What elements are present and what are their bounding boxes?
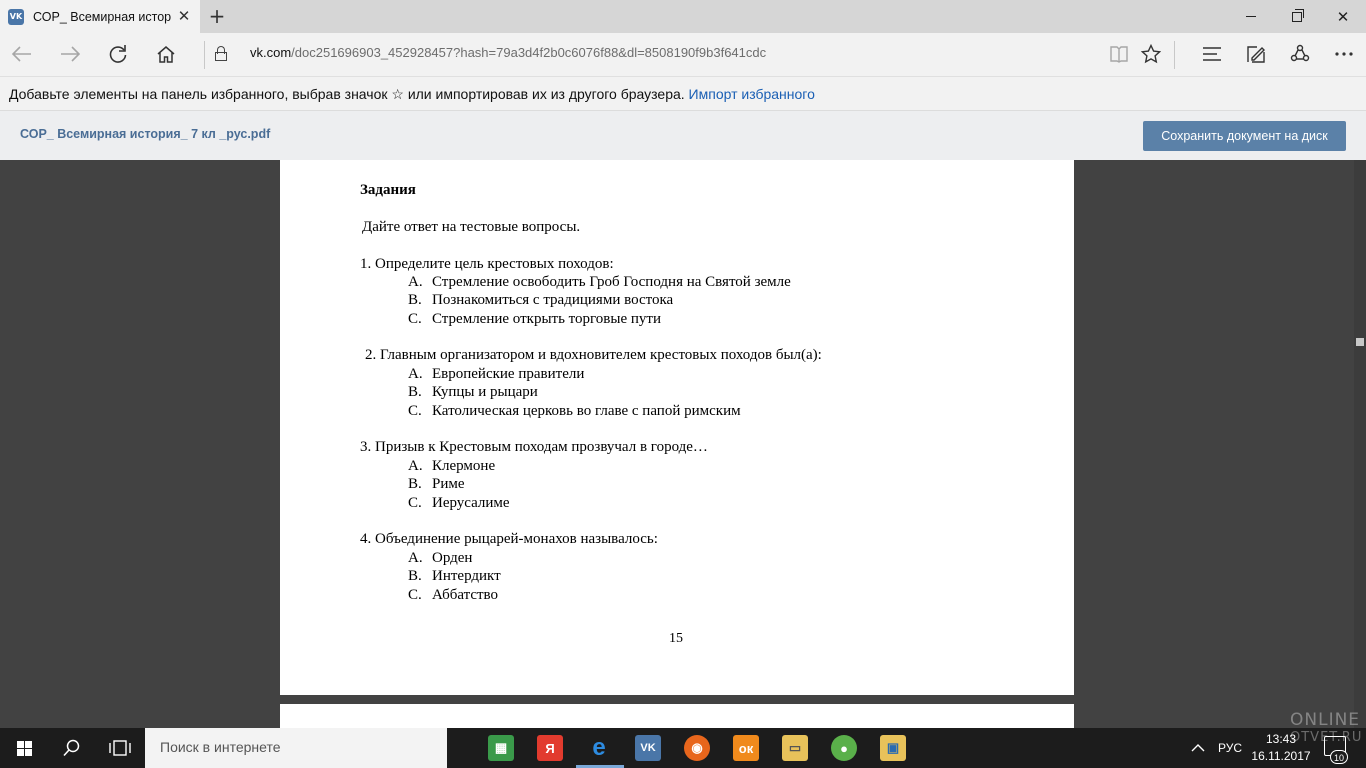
toolbar-divider <box>1174 41 1175 69</box>
favorite-star-button[interactable] <box>1135 39 1167 69</box>
home-icon <box>156 45 176 63</box>
hub-button[interactable] <box>1196 39 1228 69</box>
task-view-button[interactable] <box>96 728 144 768</box>
restore-button[interactable] <box>1274 0 1320 33</box>
question-3-option-c: Иерусалиме <box>432 495 510 511</box>
question-2-option-c-letter: C. <box>408 403 422 419</box>
question-3-option-b-letter: B. <box>408 476 422 492</box>
question-2-option-a: Европейские правители <box>432 366 585 382</box>
question-3-option-a: Клермоне <box>432 458 496 474</box>
refresh-button[interactable] <box>102 39 134 69</box>
taskbar <box>0 728 1366 768</box>
refresh-icon <box>108 44 128 64</box>
share-icon <box>1290 44 1310 64</box>
minimize-icon <box>1246 16 1256 17</box>
instruction-text: Дайте ответ на тестовые вопросы. <box>362 219 581 235</box>
forward-arrow-icon <box>60 46 80 62</box>
question-2-option-a-letter: A. <box>408 366 423 382</box>
favorites-bar <box>0 76 1366 110</box>
favorites-prompt-text: Добавьте элементы на панель избранного, выбрав значок ☆ или импортировав их из другого браузера. <box>9 86 685 102</box>
task-view-icon <box>109 740 131 756</box>
spreadsheet-app-icon[interactable]: ▦ <box>488 735 514 761</box>
reading-view-button[interactable] <box>1103 39 1135 69</box>
save-to-disk-button[interactable]: Сохранить документ на диск <box>1143 121 1346 151</box>
scrollbar-thumb[interactable] <box>1356 338 1364 346</box>
question-1-option-c: Стремление открыть торговые пути <box>432 311 661 327</box>
more-menu-button[interactable] <box>1328 39 1360 69</box>
hub-icon <box>1202 46 1222 62</box>
question-1-option-b: Познакомиться с традициями востока <box>432 292 674 308</box>
pdf-page <box>280 160 1074 695</box>
lock-icon[interactable] <box>215 46 227 61</box>
tasks-heading: Задания <box>360 182 416 198</box>
question-3-option-a-letter: A. <box>408 458 423 474</box>
restore-icon <box>1292 12 1302 22</box>
search-icon <box>63 739 81 757</box>
question-3-option-c-letter: C. <box>408 495 422 511</box>
share-button[interactable] <box>1284 39 1316 69</box>
language-indicator[interactable]: РУС <box>1218 741 1243 755</box>
close-window-button[interactable] <box>1320 0 1366 33</box>
document-header <box>0 110 1366 160</box>
tab-vk-document[interactable] <box>0 0 200 33</box>
navigation-bar <box>0 33 1366 76</box>
question-3: 3. Призыв к Крестовым походам прозвучал в городе… <box>360 439 708 455</box>
question-1-option-b-letter: B. <box>408 292 422 308</box>
question-2: 2. Главным организатором и вдохновителем крестовых походов был(а): <box>365 347 822 363</box>
web-note-icon <box>1246 44 1266 64</box>
question-2-option-b: Купцы и рыцари <box>432 384 538 400</box>
back-button[interactable] <box>6 39 38 69</box>
show-hidden-icons-button[interactable] <box>1191 728 1205 768</box>
search-button[interactable] <box>48 728 96 768</box>
question-4-option-b-letter: B. <box>408 568 422 584</box>
taskbar-search-input[interactable]: Поиск в интернете <box>145 728 447 768</box>
question-1-option-a: Стремление освободить Гроб Господня на Святой земле <box>432 274 791 290</box>
tab-bar <box>0 0 1366 33</box>
yandex-icon[interactable]: Я <box>537 735 563 761</box>
import-favorites-link[interactable]: Импорт избранного <box>688 86 815 102</box>
minimize-button[interactable] <box>1228 0 1274 33</box>
clock-time: 13:43 <box>1265 732 1297 746</box>
address-bar[interactable] <box>250 45 766 60</box>
document-filename[interactable]: СОР_ Всемирная история_ 7 кл _рус.pdf <box>20 127 271 141</box>
scrollbar[interactable] <box>1354 160 1366 728</box>
question-4-option-a: Орден <box>432 550 473 566</box>
tab-title: СОР_ Всемирная истор <box>33 9 172 24</box>
toolbar-divider <box>204 41 205 69</box>
pdf-next-page <box>280 704 1074 728</box>
back-arrow-icon <box>12 46 32 62</box>
windows-icon <box>17 741 32 756</box>
close-tab-icon[interactable]: ✕ <box>177 7 191 25</box>
question-4: 4. Объединение рыцарей-монахов называлось: <box>360 531 658 547</box>
vk-icon: VK <box>8 9 24 25</box>
close-icon: ✕ <box>1336 7 1350 26</box>
watermark-line-1: ONLINE <box>1290 710 1361 730</box>
question-4-option-c: Аббатство <box>432 587 499 603</box>
question-1: 1. Определите цель крестовых походов: <box>360 256 614 272</box>
reading-view-icon <box>1109 45 1129 63</box>
star-icon <box>1141 44 1161 64</box>
odnoklassniki-icon[interactable]: ок <box>733 735 759 761</box>
question-2-option-b-letter: B. <box>408 384 422 400</box>
question-2-option-c: Католическая церковь во главе с папой римским <box>432 403 741 419</box>
file-explorer-icon[interactable]: ▭ <box>782 735 808 761</box>
web-note-button[interactable] <box>1240 39 1272 69</box>
start-button[interactable] <box>0 728 48 768</box>
question-4-option-c-letter: C. <box>408 587 422 603</box>
question-4-option-a-letter: A. <box>408 550 423 566</box>
more-icon <box>1334 51 1354 57</box>
question-4-option-b: Интердикт <box>432 568 501 584</box>
page-number: 15 <box>669 631 683 646</box>
pdf-viewer[interactable] <box>0 160 1366 728</box>
url-path: /doc251696903_452928457?hash=79a3d4f2b0c6076f88&dl=8508190f9b3f641cdc <box>291 45 767 60</box>
watermark-line-2: OTVET.RU <box>1290 730 1363 745</box>
url-host: vk.com <box>250 45 292 60</box>
notification-count-badge: 10 <box>1330 750 1348 764</box>
chevron-up-icon <box>1191 744 1205 752</box>
question-3-option-b: Риме <box>432 476 465 492</box>
home-button[interactable] <box>150 39 182 69</box>
network-folder-icon[interactable]: ▣ <box>880 735 906 761</box>
firefox-icon[interactable]: ◉ <box>684 735 710 761</box>
new-tab-button[interactable]: + <box>208 4 226 28</box>
chrome-icon[interactable]: ● <box>831 735 857 761</box>
forward-button[interactable] <box>54 39 86 69</box>
watermark <box>1258 712 1362 746</box>
edge-icon[interactable]: e <box>592 734 606 761</box>
question-1-option-a-letter: A. <box>408 274 423 290</box>
question-1-option-c-letter: C. <box>408 311 422 327</box>
clock-date: 16.11.2017 <box>1251 749 1311 763</box>
vk-app-icon[interactable]: VK <box>635 735 661 761</box>
